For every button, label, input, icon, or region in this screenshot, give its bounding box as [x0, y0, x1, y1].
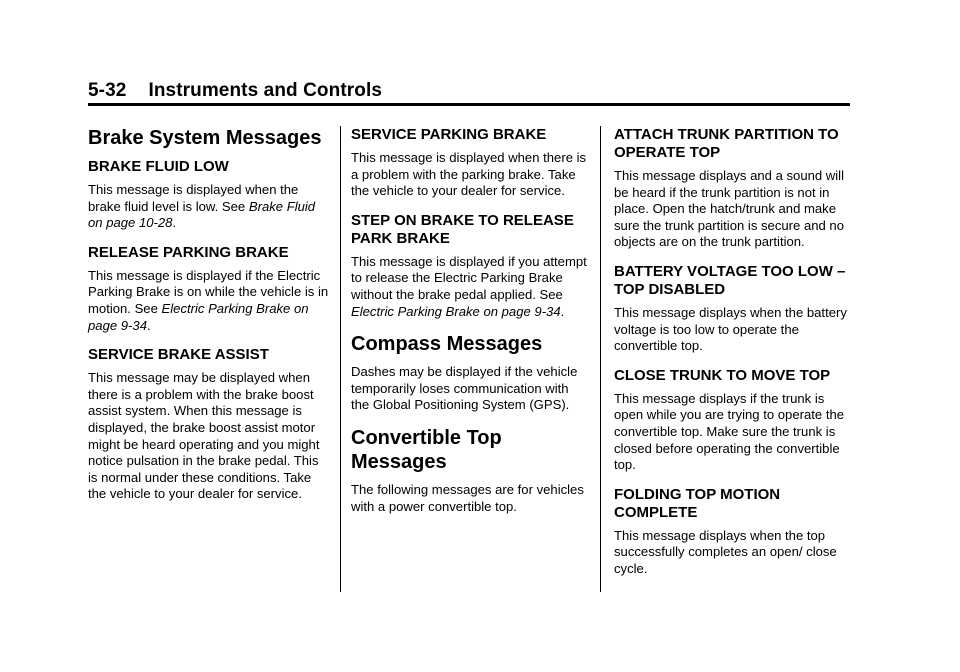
text-compass: Dashes may be displayed if the vehicle temporarily loses communication with the Global Positioning System (GPS).	[351, 364, 578, 413]
heading-folding-top-complete: FOLDING TOP MOTION COMPLETE	[614, 485, 781, 521]
heading-brake-fluid-low: BRAKE FLUID LOW	[88, 158, 229, 175]
section-title-convertible-top: Convertible Top Messages	[351, 426, 502, 473]
text-step-on-brake: This message is displayed if you attempt to release the Electric Parking Brake without the brake pedal applied. See Electric Parking Brake on page 9-34.	[351, 253, 587, 319]
heading-attach-trunk-partition: ATTACH TRUNK PARTITION TO OPERATE TOP	[614, 126, 839, 161]
text-service-parking-brake: This message is displayed when there is a problem with the parking brake. Take the vehicle to your dealer for service.	[351, 150, 587, 199]
heading-step-on-brake: STEP ON BRAKE TO RELEASE PARK BRAKE	[351, 211, 574, 247]
text-folding-top-complete: This message displays when the top successfully completes an open/ close cycle.	[614, 527, 837, 576]
text-attach-trunk-partition: This message displays and a sound will be heard if the trunk partition is not in place. Open the hatch/trunk and make sure the trunk partition is secure and no objects are on the trunk partition.	[614, 168, 844, 250]
heading-service-parking-brake: SERVICE PARKING BRAKE	[351, 126, 547, 143]
page-number: 5-32	[88, 80, 127, 101]
heading-service-brake-assist: SERVICE BRAKE ASSIST	[88, 346, 269, 364]
text-convertible-top: The following messages are for vehicles with a power convertible top.	[351, 481, 584, 514]
chapter-title: Instruments and Controls	[148, 80, 383, 101]
link-electric-parking-brake[interactable]: Electric Parking Brake on page 9-34	[88, 300, 309, 333]
text-brake-fluid-low: This message is displayed when the brake fluid level is low. See Brake Fluid on page 10-28.	[88, 182, 316, 231]
text-close-trunk: This message displays if the trunk is open while you are trying to operate the convertible top. Make sure the trunk is closed before operating the convertible top.	[614, 390, 845, 473]
section-title-compass: Compass Messages	[351, 333, 543, 356]
text-release-parking-brake: This message is displayed if the Electric Parking Brake is on while the vehicle is in motion. See Electric Parking Brake on page 9-34.	[88, 267, 329, 333]
heading-release-parking-brake: RELEASE PARKING BRAKE	[88, 243, 289, 261]
text-battery-voltage-low: This message displays when the battery voltage is too low to operate the convertible top.	[614, 304, 847, 354]
column-3	[600, 126, 854, 590]
text-service-brake-assist: This message may be displayed when there is a problem with the brake boost assist system. When this message is displayed, the brake boost assist motor might be heard operating and you might notice pulsation in the brake pedal. This is normal under these conditions. Take the vehicle to your dealer for service.	[88, 370, 320, 502]
header-rule	[88, 103, 850, 106]
heading-close-trunk: CLOSE TRUNK TO MOVE TOP	[614, 366, 831, 384]
link-brake-fluid[interactable]: Brake Fluid on page 10-28	[88, 198, 316, 231]
heading-battery-voltage-low: BATTERY VOLTAGE TOO LOW – TOP DISABLED	[614, 262, 846, 298]
column-divider-1	[340, 126, 341, 592]
column-1	[88, 126, 330, 515]
column-2	[351, 126, 589, 527]
link-electric-parking-brake-2[interactable]: Electric Parking Brake on page 9-34	[351, 303, 561, 319]
page-header	[88, 80, 382, 102]
section-title-brake-system: Brake System Messages	[88, 127, 322, 149]
